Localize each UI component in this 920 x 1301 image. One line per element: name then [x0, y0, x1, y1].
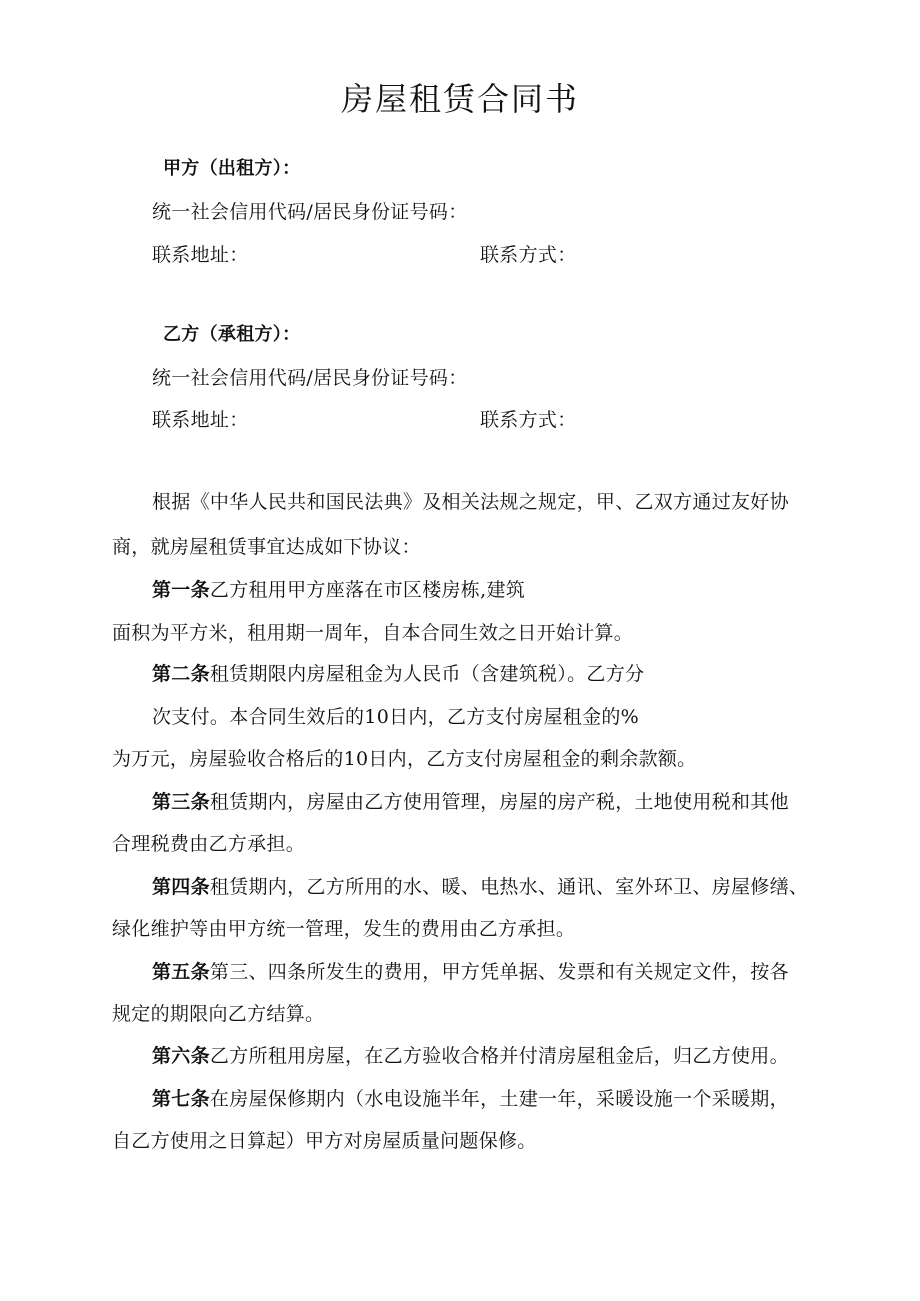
article-7-line-1 [152, 1087, 789, 1111]
document-title: 房屋租赁合同书 [340, 80, 579, 118]
article-3-line-2: 合理税费由乙方承担。 [112, 833, 306, 855]
article-2-line-1 [152, 662, 644, 686]
article-5-text-1: 第三、四条所发生的费用，甲方凭单据、发票和有关规定文件，按各 [209, 961, 789, 983]
article-4-label: 第四条 [152, 876, 210, 898]
article-4-line-2: 绿化维护等由甲方统一管理，发生的费用由乙方承担。 [112, 918, 576, 940]
article-7-text-1: 在房屋保修期内（水电设施半年，土建一年，采暖设施一个采暖期， [209, 1088, 789, 1110]
article-3-line-1 [152, 790, 789, 814]
party-a-contact-label: 联系方式： [480, 244, 577, 266]
intro-line-2: 商，就房屋租赁事宜达成如下协议： [112, 536, 421, 558]
article-1-line-1 [152, 578, 525, 602]
party-b-id-label: 统一社会信用代码/居民身份证号码： [152, 367, 468, 389]
article-6-text-1: 乙方所租用房屋，在乙方验收合格并付清房屋租金后，归乙方使用。 [209, 1045, 789, 1067]
article-3-label: 第三条 [152, 791, 210, 813]
article-2-text-1: 租赁期限内房屋租金为人民币（含建筑税）。乙方分 [209, 663, 645, 685]
article-2-label: 第二条 [152, 663, 210, 685]
party-a-address-label: 联系地址： [152, 244, 249, 266]
article-2-line-2: 次支付。本合同生效后的10日内，乙方支付房屋租金的% [152, 706, 640, 728]
article-4-line-1 [152, 875, 808, 899]
party-a-heading: 甲方（出租方）： [163, 158, 301, 179]
article-4-text-1: 租赁期内，乙方所用的水、暖、电热水、通讯、室外环卫、房屋修缮、 [209, 876, 809, 898]
intro-line-1: 根据《中华人民共和国民法典》及相关法规之规定，甲、乙双方通过友好协 [152, 491, 789, 513]
party-b-address-label: 联系地址： [152, 409, 249, 431]
article-2-line-3: 为万元，房屋验收合格后的10日内，乙方支付房屋租金的剩余款额。 [112, 748, 697, 770]
article-1-line-2: 面积为平方米，租用期一周年，自本合同生效之日开始计算。 [112, 622, 634, 644]
party-b-contact-label: 联系方式： [480, 409, 577, 431]
article-5-label: 第五条 [152, 961, 210, 983]
article-6-label: 第六条 [152, 1045, 210, 1067]
party-b-heading: 乙方（承租方）： [163, 324, 301, 345]
article-3-text-1: 租赁期内，房屋由乙方使用管理，房屋的房产税，土地使用税和其他 [209, 791, 789, 813]
article-1-text-1: 乙方租用甲方座落在市区楼房栋,建筑 [209, 579, 526, 601]
article-7-line-2: 自乙方使用之日算起）甲方对房屋质量问题保修。 [112, 1130, 537, 1152]
article-5-line-2: 规定的期限向乙方结算。 [112, 1003, 325, 1025]
article-6-line-1 [152, 1044, 789, 1068]
party-a-id-label: 统一社会信用代码/居民身份证号码： [152, 201, 468, 223]
article-5-line-1 [152, 960, 789, 984]
article-7-label: 第七条 [152, 1088, 210, 1110]
article-1-label: 第一条 [152, 579, 210, 601]
